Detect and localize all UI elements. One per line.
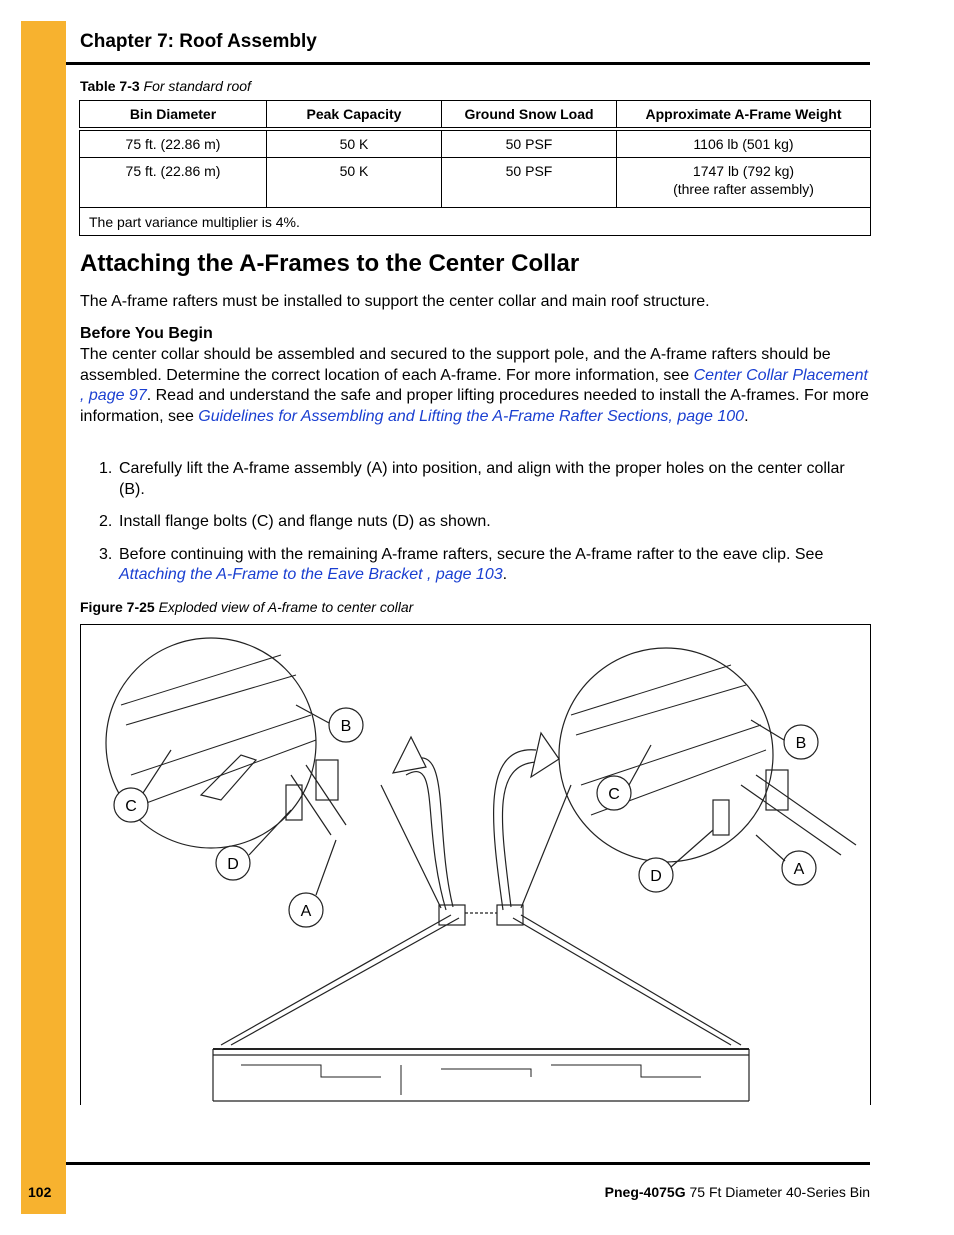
section-title: Attaching the A-Frames to the Center Collar <box>80 250 580 277</box>
doc-title: 75 Ft Diameter 40-Series Bin <box>685 1184 870 1200</box>
table-cell: 75 ft. (22.86 m) <box>80 129 267 158</box>
lifting-guidelines-link[interactable]: Guidelines for Assembling and Lifting the A-Frame Rafter Sections, page 100 <box>198 407 745 425</box>
callout-b-left <box>296 705 363 742</box>
step-text: Before continuing with the remaining A-frame rafters, secure the A-frame rafter to the eave clip. See <box>119 545 824 563</box>
eave-bracket-link[interactable]: Attaching the A-Frame to the Eave Bracket , page 103 <box>119 566 503 583</box>
center-collar-placement-link[interactable]: Center Collar Placement , page 97 <box>80 366 868 404</box>
table-cell: 50 PSF <box>442 129 617 158</box>
intro-paragraph: The A-frame rafters must be installed to support the center collar and main roof structure. <box>80 293 710 310</box>
curved-arrow-left <box>393 737 453 910</box>
svg-text:C: C <box>125 798 137 815</box>
step-number: 2. <box>99 513 113 530</box>
leader-line <box>381 785 441 908</box>
callout-b-right <box>751 720 818 759</box>
table-note: The part variance multiplier is 4%. <box>80 208 871 236</box>
table-cell: 50 K <box>267 129 442 158</box>
step-text: Carefully lift the A-frame assembly (A) into position, and align with the proper holes on the center collar (B). <box>119 460 845 498</box>
table-caption-text: For standard roof <box>143 78 251 94</box>
callout-d-left <box>216 810 291 880</box>
svg-text:B: B <box>795 735 807 752</box>
callout-c-left <box>114 750 171 822</box>
exploded-view-illustration <box>81 625 870 1105</box>
svg-text:C: C <box>608 786 620 803</box>
figure-caption-text: Exploded view of A-frame to center collar <box>158 599 414 615</box>
spec-table <box>79 100 871 236</box>
table-caption-label: Table 7-3 <box>80 78 140 94</box>
table-row <box>80 129 871 158</box>
before-you-begin-paragraph <box>80 345 870 427</box>
before-text: . <box>744 407 749 425</box>
svg-text:A: A <box>300 903 312 920</box>
table-caption <box>80 78 251 94</box>
figure-caption-label: Figure 7-25 <box>80 599 155 615</box>
weight-value: 1747 lb (792 kg) <box>692 163 795 179</box>
doc-id: Pneg-4075G <box>604 1184 686 1200</box>
column-header: Peak Capacity <box>267 101 442 130</box>
svg-text:D: D <box>227 856 239 873</box>
table-cell-weight <box>617 158 871 208</box>
footer-doc-title <box>605 1184 870 1200</box>
table-header-row <box>80 101 871 130</box>
chapter-color-bar <box>21 21 66 1214</box>
footer-rule <box>66 1162 870 1165</box>
step-tail: . <box>502 566 508 583</box>
header-rule <box>66 62 870 65</box>
column-header: Bin Diameter <box>80 101 267 130</box>
step-item <box>80 512 870 533</box>
before-text: The center collar should be assembled and secured to the support pole, and the A-frame rafters should be assembled. Determine the correct location of each A-frame. For more information, see <box>80 346 831 384</box>
table-note-row <box>80 208 871 236</box>
svg-text:D: D <box>650 868 662 885</box>
step-number: 3. <box>99 545 113 563</box>
callout-c-right <box>597 745 651 810</box>
procedure-steps <box>80 459 870 598</box>
weight-note: (three rafter assembly) <box>673 181 814 197</box>
step-item <box>80 459 870 500</box>
curved-arrow-right <box>494 733 559 910</box>
chapter-heading: Chapter 7: Roof Assembly <box>80 31 317 52</box>
callout-a-left <box>289 840 336 927</box>
svg-text:B: B <box>340 718 352 735</box>
before-text: . Read and understand the safe and proper lifting procedures needed to install the A-frames. For more information, see <box>80 387 869 425</box>
table-cell: 50 K <box>267 158 442 208</box>
table-cell: 50 PSF <box>442 158 617 208</box>
figure-caption <box>80 599 413 615</box>
table-cell: 1106 lb (501 kg) <box>617 129 871 158</box>
page-number: 102 <box>28 1184 52 1200</box>
callout-a-right <box>756 835 816 885</box>
column-header: Ground Snow Load <box>442 101 617 130</box>
step-item <box>80 545 870 586</box>
step-text: Install flange bolts (C) and flange nuts (D) as shown. <box>119 513 491 530</box>
step-number: 1. <box>99 460 113 477</box>
leader-line <box>521 785 571 908</box>
table-cell: 75 ft. (22.86 m) <box>80 158 267 208</box>
before-you-begin-heading: Before You Begin <box>80 325 213 342</box>
roof-cone-drawing <box>213 905 749 1101</box>
column-header: Approximate A-Frame Weight <box>617 101 871 130</box>
svg-text:A: A <box>793 861 805 878</box>
table-row <box>80 158 871 208</box>
figure-frame <box>80 624 871 1105</box>
